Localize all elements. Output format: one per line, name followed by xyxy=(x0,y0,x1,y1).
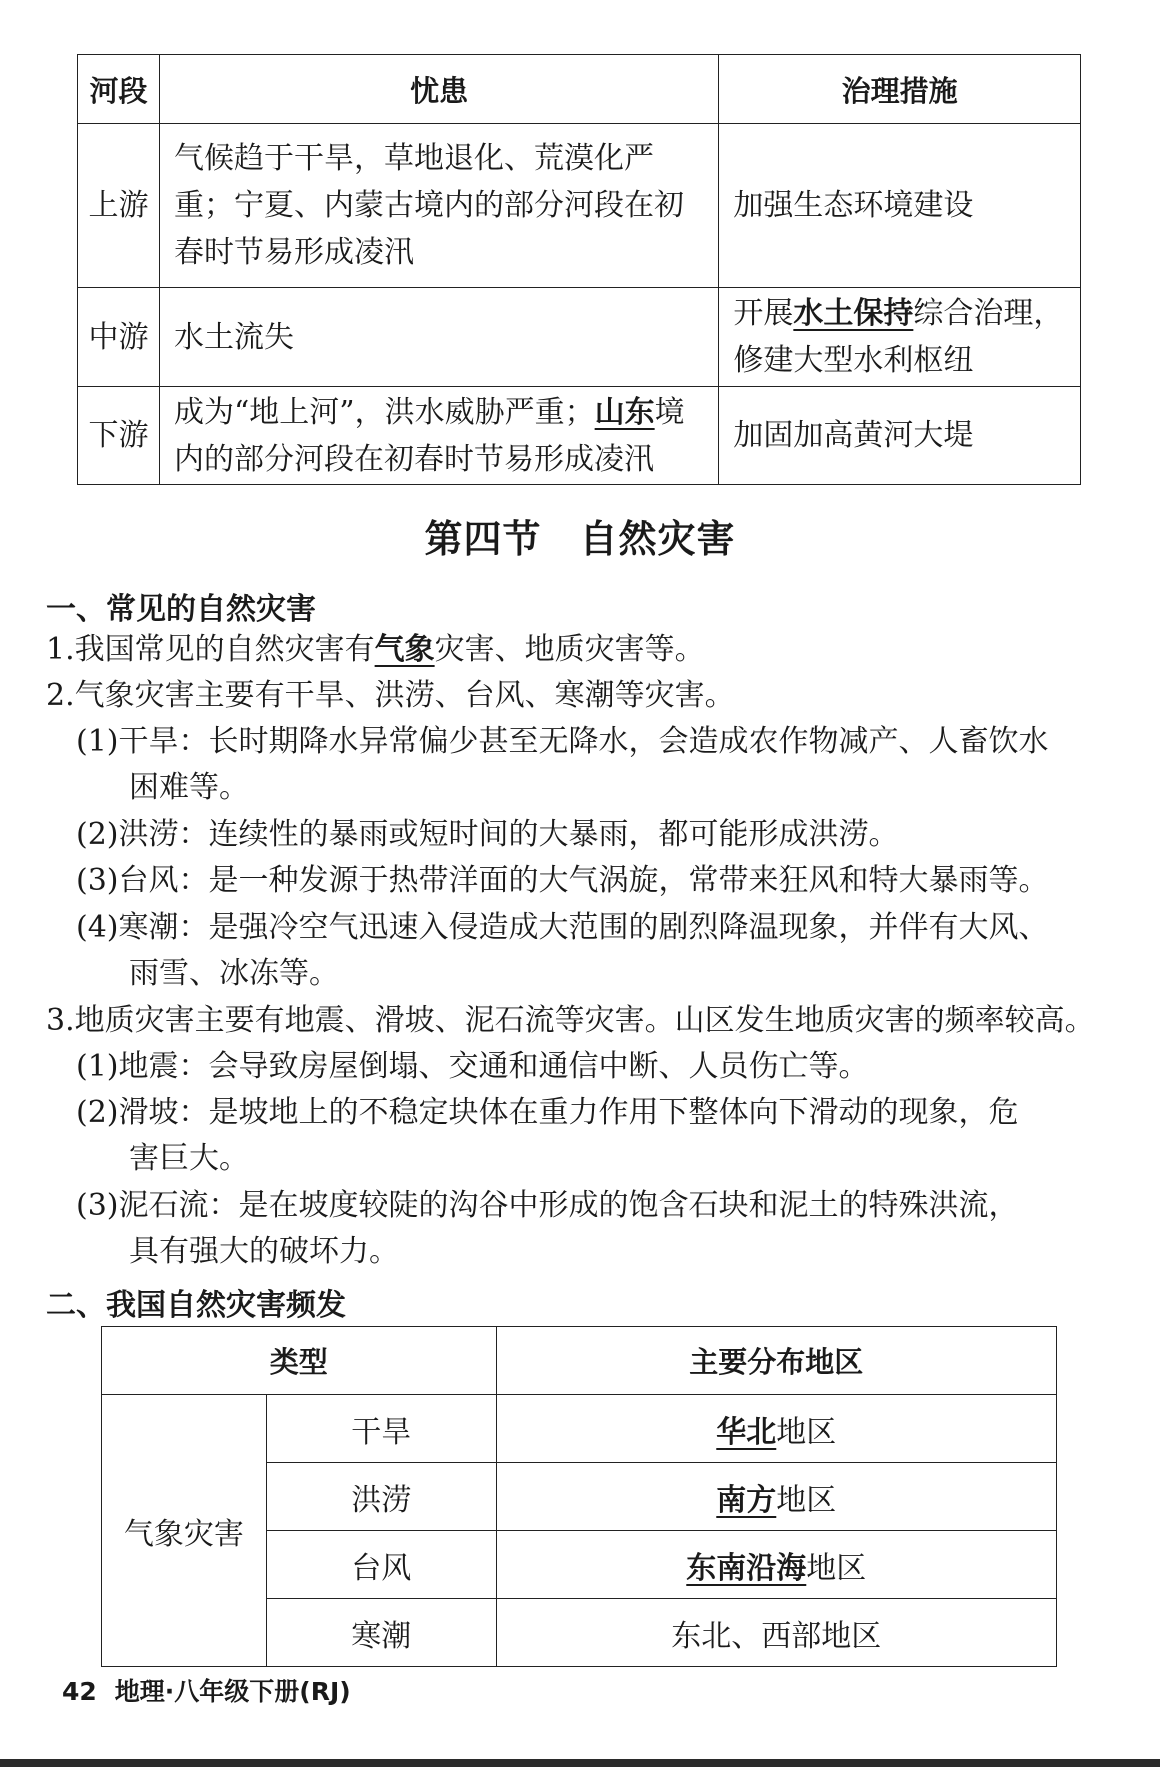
book-title: 地理·八年级下册(RJ) xyxy=(114,1677,351,1706)
problem-cell: 气候趋于干旱，草地退化、荒漠化严重；宁夏、内蒙古境内的部分河段在初春时节易形成凌汛 xyxy=(159,124,718,288)
part1-heading: 一、常见的自然灾害 xyxy=(46,592,316,627)
header-segment: 河段 xyxy=(78,55,160,124)
table-row xyxy=(78,124,1081,288)
list-item: (3)台风：是一种发源于热带洋面的大气涡旋，常带来狂风和特大暴雨等。 xyxy=(76,863,1049,898)
region-suffix: 地区 xyxy=(776,1482,837,1518)
problem-cell xyxy=(159,387,718,485)
problem-text: 境内的部分河段在初春时节易形成凌汛 xyxy=(173,394,685,477)
segment-cell: 上游 xyxy=(78,124,160,288)
table-row xyxy=(78,288,1081,387)
answer-key: 东南沿海 xyxy=(686,1550,807,1586)
type-cell: 台风 xyxy=(266,1531,496,1599)
list-item: (3)泥石流：是在坡度较陡的沟谷中形成的饱含石块和泥土的特殊洪流， xyxy=(76,1188,1019,1223)
yellow-river-table xyxy=(77,54,1081,485)
list-item: (4)寒潮：是强冷空气迅速入侵造成大范围的剧烈降温现象，并伴有大风、 xyxy=(76,910,1049,945)
list-item: 3.地质灾害主要有地震、滑坡、泥石流等灾害。山区发生地质灾害的频率较高。 xyxy=(46,1003,1095,1038)
part2-heading: 二、我国自然灾害频发 xyxy=(46,1288,346,1323)
measure-text: 综合治理，修建大型水利枢纽 xyxy=(733,296,1064,378)
answer-key: 水土保持 xyxy=(793,296,914,331)
list-item: 2.气象灾害主要有干旱、洪涝、台风、寒潮等灾害。 xyxy=(46,678,735,713)
list-item: (1)地震：会导致房屋倒塌、交通和通信中断、人员伤亡等。 xyxy=(76,1049,869,1084)
header-measure: 治理措施 xyxy=(719,55,1081,124)
section-title xyxy=(0,508,1160,563)
region-cell xyxy=(496,1463,1056,1531)
measure-text: 开展 xyxy=(733,296,794,331)
measure-cell: 加固加高黄河大堤 xyxy=(719,387,1081,485)
list-item: (1)干旱：长时期降水异常偏少甚至无降水，会造成农作物减产、人畜饮水 xyxy=(76,724,1049,759)
header-region: 主要分布地区 xyxy=(496,1327,1056,1395)
bottom-edge-bar xyxy=(0,1759,1160,1767)
type-cell: 洪涝 xyxy=(266,1463,496,1531)
answer-key: 华北 xyxy=(716,1414,777,1450)
disaster-distribution-table xyxy=(101,1326,1057,1667)
region-cell: 东北、西部地区 xyxy=(496,1599,1056,1667)
page-number: 42 xyxy=(62,1677,97,1706)
list-item-continuation: 害巨大。 xyxy=(129,1141,249,1176)
answer-key: 气象 xyxy=(374,632,435,667)
table-header-row xyxy=(102,1327,1057,1395)
table-header-row xyxy=(78,55,1081,124)
region-cell xyxy=(496,1395,1056,1463)
answer-key: 南方 xyxy=(716,1482,777,1518)
segment-cell: 中游 xyxy=(78,288,160,387)
table-row xyxy=(78,387,1081,485)
problem-cell: 水土流失 xyxy=(159,288,718,387)
list-item: (2)滑坡：是坡地上的不稳定块体在重力作用下整体向下滑动的现象，危 xyxy=(76,1095,1019,1130)
measure-cell xyxy=(719,288,1081,387)
type-cell: 干旱 xyxy=(266,1395,496,1463)
answer-key: 山东 xyxy=(594,394,655,430)
problem-text: 成为“地上河”，洪水威胁严重； xyxy=(173,394,595,430)
segment-cell: 下游 xyxy=(78,387,160,485)
list-item-continuation: 具有强大的破坏力。 xyxy=(129,1234,399,1269)
type-cell: 寒潮 xyxy=(266,1599,496,1667)
header-problem: 忧患 xyxy=(159,55,718,124)
measure-cell: 加强生态环境建设 xyxy=(719,124,1081,288)
section-name: 自然灾害 xyxy=(579,516,736,561)
list-item xyxy=(46,627,705,673)
page-footer xyxy=(62,1672,351,1708)
table-row xyxy=(102,1395,1057,1463)
region-cell xyxy=(496,1531,1056,1599)
item-text: 灾害、地质灾害等。 xyxy=(434,632,705,667)
group-cell: 气象灾害 xyxy=(102,1395,267,1667)
region-suffix: 地区 xyxy=(776,1414,837,1450)
section-number: 第四节 xyxy=(424,516,542,561)
list-item: (2)洪涝：连续性的暴雨或短时间的大暴雨，都可能形成洪涝。 xyxy=(76,817,899,852)
region-suffix: 地区 xyxy=(806,1550,867,1586)
item-text: 1.我国常见的自然灾害有 xyxy=(46,632,375,667)
header-type: 类型 xyxy=(102,1327,497,1395)
list-item-continuation: 雨雪、冰冻等。 xyxy=(129,956,339,991)
list-item-continuation: 困难等。 xyxy=(129,770,249,805)
